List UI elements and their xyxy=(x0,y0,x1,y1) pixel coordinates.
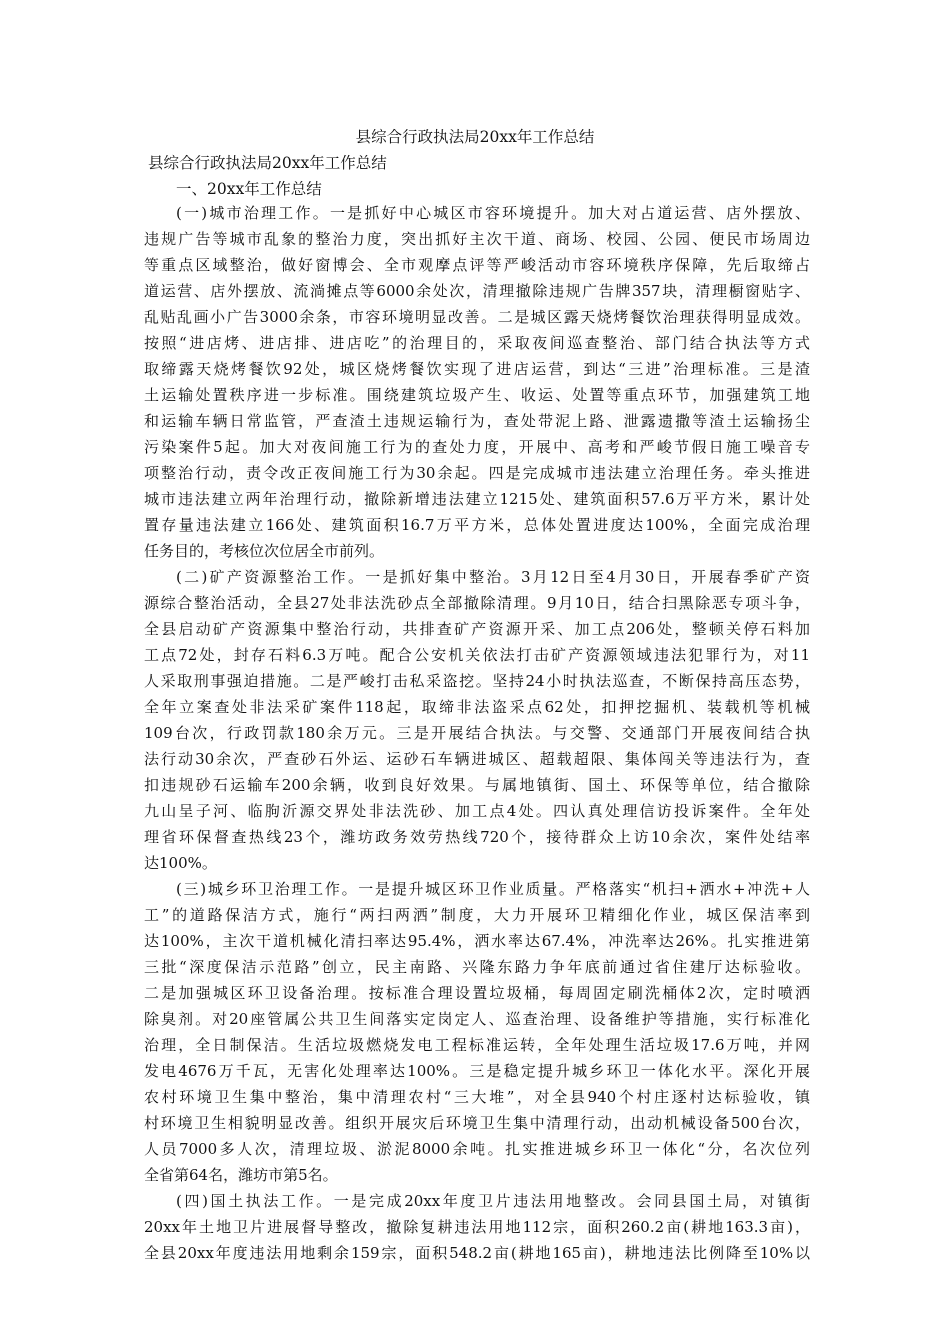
paragraph-line: 污染案件5起。加大对夜间施工行为的查处力度，开展中、高考和严峻节假日施工噪音专 xyxy=(144,438,810,456)
paragraph xyxy=(144,564,810,876)
paragraph-line: 二是加强城区环卫设备治理。按标准合理设置垃圾桶，每周固定刷洗桶体2次，定时喷洒 xyxy=(144,984,810,1002)
paragraph-line: 人员7000多人次，清理垃圾、淤泥8000余吨。扎实推进城乡环卫一体化“分，名次位列 xyxy=(144,1140,810,1158)
paragraph-line: 除臭剂。对20座管属公共卫生间落实定岗定人、巡查治理、设备维护等措施，实行标准化 xyxy=(144,1010,810,1028)
paragraph-line: 扣违规砂石运输车200余辆，收到良好效果。与属地镇街、国土、环保等单位，结合撤除 xyxy=(144,776,810,794)
paragraph-line: 乱贴乱画小广告3000余条，市容环境明显改善。二是城区露天烧烤餐饮治理获得明显成效。 xyxy=(144,308,810,326)
paragraph-line: 法行动30余次，严查砂石外运、运砂石车辆进城区、超载超限、集体闯关等违法行为，查 xyxy=(144,750,810,768)
paragraph-line: 城市违法建立两年治理行动，撤除新增违法建立1215处、建筑面积57.6万平方米，累计处 xyxy=(144,490,810,508)
paragraph-line: 全县20xx年度违法用地剩余159宗，面积548.2亩(耕地165亩)，耕地违法比例降至10%以 xyxy=(144,1244,810,1262)
paragraph-line: 全年立案查处非法采矿案件118起，取缔非法盗采点62处，扣押挖掘机、装载机等机械 xyxy=(144,698,810,716)
paragraph-line: 等重点区域整治，做好窗博会、全市观摩点评等严峻活动市容环境秩序保障，先后取缔占 xyxy=(144,256,810,274)
paragraph xyxy=(144,200,810,564)
paragraph-line: 全省第64名，潍坊市第5名。 xyxy=(144,1166,338,1184)
paragraph-line: 项整治行动，责令改正夜间施工行为30余起。四是完成城市违法建立治理任务。牵头推进 xyxy=(144,464,810,482)
paragraph-line: (三)城乡环卫治理工作。一是提升城区环卫作业质量。严格落实“机扫+洒水+冲洗+人 xyxy=(176,880,810,898)
paragraph-line: (一)城市治理工作。一是抓好中心城区市容环境提升。加大对占道运营、店外摆放、 xyxy=(176,204,810,222)
document-subtitle: 县综合行政执法局20xx年工作总结 xyxy=(148,154,387,172)
paragraph-line: 道运营、店外摆放、流淌摊点等6000余处次，清理撤除违规广告牌357块，清理橱窗贴字、 xyxy=(144,282,810,300)
paragraph-line: 发电4676万千瓦，无害化处理率达100%。三是稳定提升城乡环卫一体化水平。深化开展 xyxy=(144,1062,810,1080)
document-title: 县综合行政执法局20xx年工作总结 xyxy=(355,128,595,146)
paragraph-line: 村环境卫生相貌明显改善。组织开展灾后环境卫生集中清理行动，出动机械设备500台次， xyxy=(144,1114,810,1132)
paragraph-line: 理省环保督查热线23个，潍坊政务效劳热线720个，接待群众上访10余次，案件处结率 xyxy=(144,828,810,846)
paragraph-line: 治理，全日制保洁。生活垃圾燃烧发电工程标准运转，全年处理生活垃圾17.6万吨，并网 xyxy=(144,1036,810,1054)
section-heading: 一、20xx年工作总结 xyxy=(176,180,322,198)
paragraph-line: 按照“进店烤、进店排、进店吃”的治理目的，采取夜间巡查整治、部门结合执法等方式 xyxy=(144,334,810,352)
paragraph xyxy=(144,876,810,1188)
paragraph-line: 置存量违法建立166处、建筑面积16.7万平方米，总体处置进度达100%，全面完成治理 xyxy=(144,516,810,534)
document-body xyxy=(144,200,810,1266)
paragraph-line: 任务目的，考核位次位居全市前列。 xyxy=(144,542,385,560)
paragraph-line: 工点72处，封存石料6.3万吨。配合公安机关依法打击矿产资源领域违法犯罪行为，对11 xyxy=(144,646,810,664)
paragraph-line: 农村环境卫生集中整治，集中清理农村“三大堆”，对全县940个村庄逐村达标验收，镇 xyxy=(144,1088,810,1106)
paragraph-line: 工”的道路保洁方式，施行“两扫两洒”制度，大力开展环卫精细化作业，城区保洁率到 xyxy=(144,906,810,924)
paragraph-line: 土运输处置秩序进一步标准。围绕建筑垃圾产生、收运、处置等重点环节，加强建筑工地 xyxy=(144,386,810,404)
paragraph-line: 人采取刑事强迫措施。二是严峻打击私采盗挖。坚持24小时执法巡查，不断保持高压态势， xyxy=(144,672,810,690)
paragraph-line: 三批“深度保洁示范路”创立，民主南路、兴隆东路力争年底前通过省住建厅达标验收。 xyxy=(144,958,810,976)
paragraph-line: 达100%。 xyxy=(144,854,217,872)
paragraph-line: 违规广告等城市乱象的整治力度，突出抓好主次干道、商场、校园、公园、便民市场周边 xyxy=(144,230,810,248)
paragraph-line: 源综合整治活动，全县27处非法洗砂点全部撤除清理。9月10日，结合扫黑除恶专项斗争， xyxy=(144,594,810,612)
paragraph-line: 和运输车辆日常监管，严查渣土违规运输行为，查处带泥上路、泄露遗撒等渣土运输扬尘 xyxy=(144,412,810,430)
paragraph-line: 109台次，行政罚款180余万元。三是开展结合执法。与交警、交通部门开展夜间结合执 xyxy=(144,724,810,742)
paragraph-line: 达100%，主次干道机械化清扫率达95.4%，洒水率达67.4%，冲洗率达26%。扎实推进第 xyxy=(144,932,810,950)
paragraph xyxy=(144,1188,810,1266)
paragraph-line: 20xx年土地卫片进展督导整改，撤除复耕违法用地112宗，面积260.2亩(耕地163.3亩)， xyxy=(144,1218,810,1236)
paragraph-line: (二)矿产资源整治工作。一是抓好集中整治。3月12日至4月30日，开展春季矿产资 xyxy=(176,568,810,586)
paragraph-line: (四)国土执法工作。一是完成20xx年度卫片违法用地整改。会同县国土局，对镇街 xyxy=(176,1192,810,1210)
paragraph-line: 九山呈子河、临朐沂源交界处非法洗砂、加工点4处。四认真处理信访投诉案件。全年处 xyxy=(144,802,810,820)
paragraph-line: 全县启动矿产资源集中整治行动，共排查矿产资源开采、加工点206处，整顿关停石料加 xyxy=(144,620,810,638)
paragraph-line: 取缔露天烧烤餐饮92处，城区烧烤餐饮实现了进店运营，到达“三进”治理标准。三是渣 xyxy=(144,360,810,378)
